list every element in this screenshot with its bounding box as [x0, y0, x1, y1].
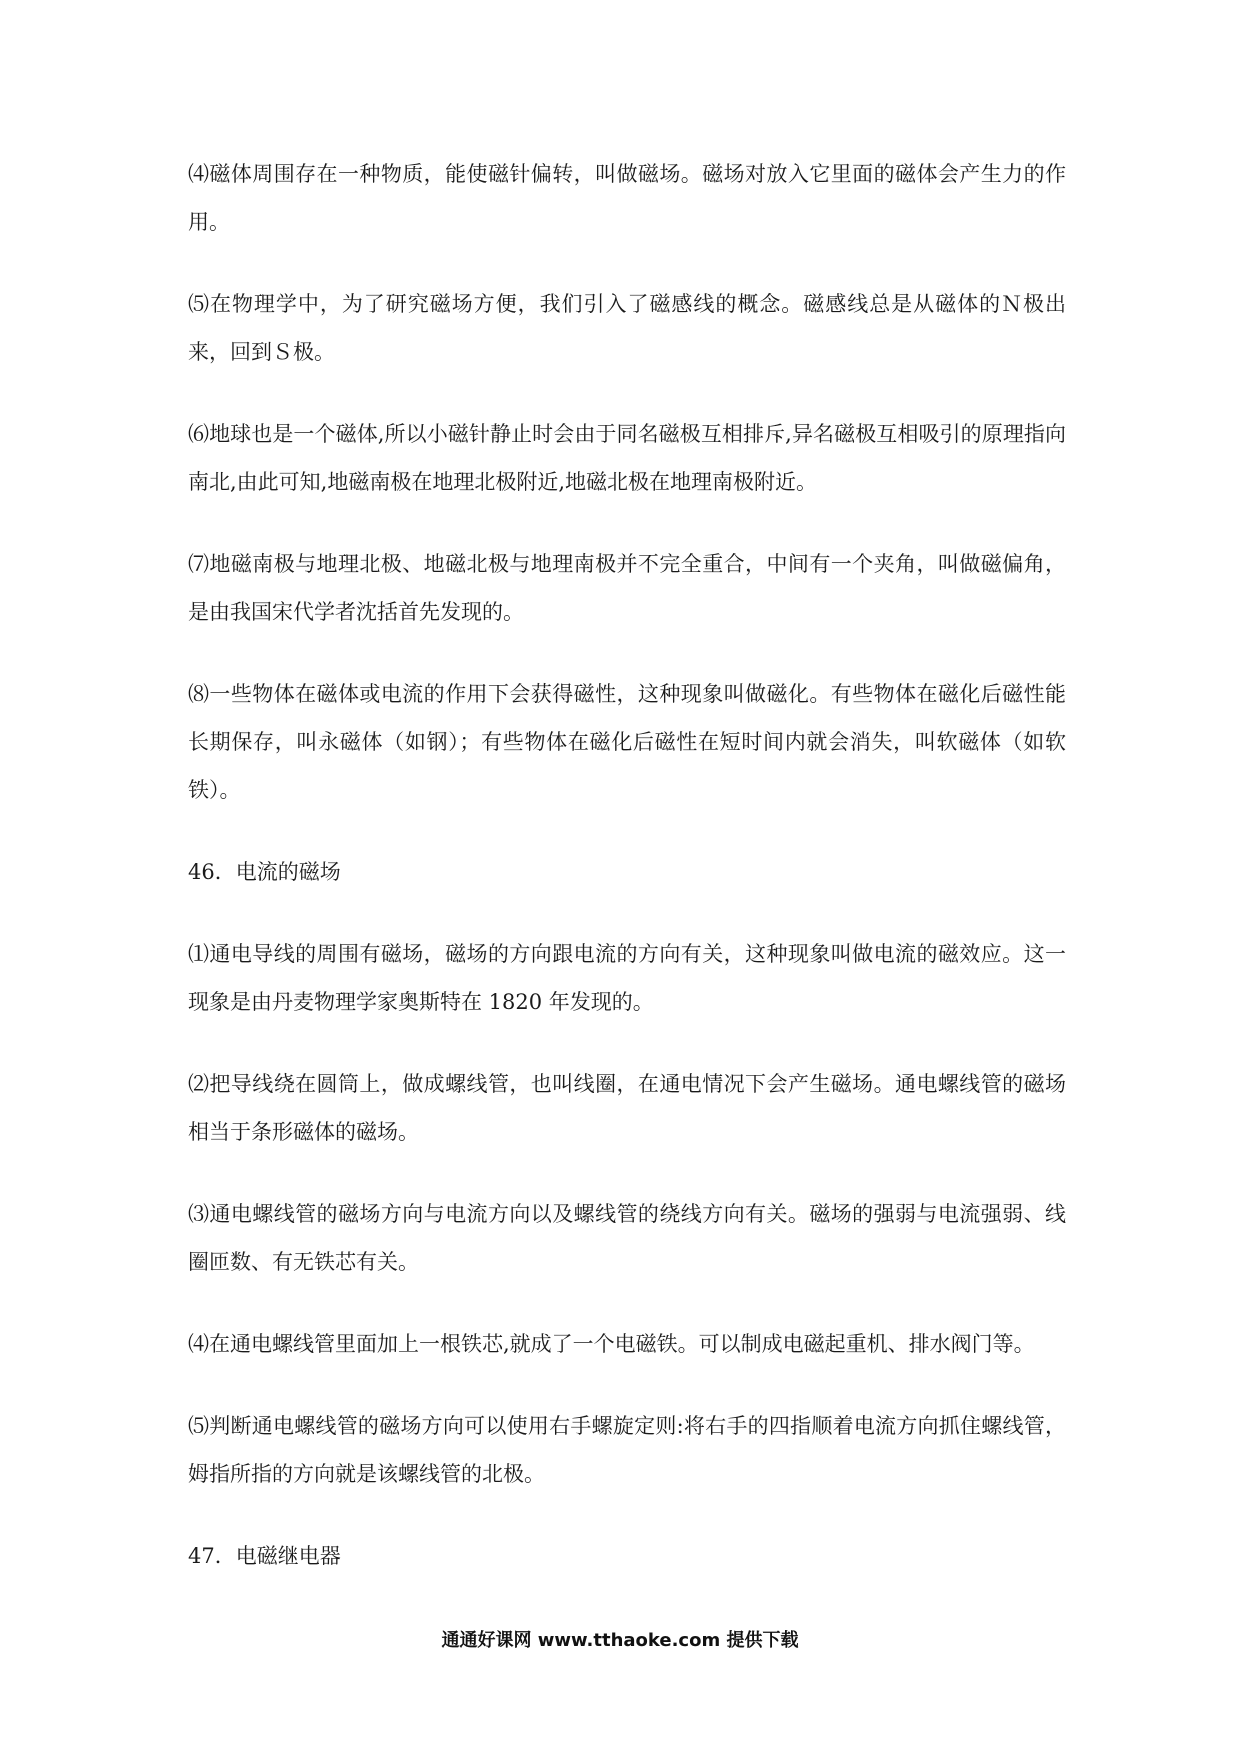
paragraph-right-hand-rule: ⑸判断通电螺线管的磁场方向可以使用右手螺旋定则:将右手的四指顺着电流方向抓住螺线管，姆指所指的方向就是该螺线管的北极。: [188, 1414, 1066, 1486]
paragraph-solenoid: ⑵把导线绕在圆筒上，做成螺线管，也叫线圈，在通电情况下会产生磁场。通电螺线管的磁场相当于条形磁体的磁场。: [188, 1072, 1066, 1144]
section-heading-47: 47．电磁继电器: [188, 1544, 341, 1568]
paragraph-magnetization: ⑻一些物体在磁体或电流的作用下会获得磁性，这种现象叫做磁化。有些物体在磁化后磁性能长期保存，叫永磁体（如钢）；有些物体在磁化后磁性在短时间内就会消失，叫软磁体（如软铁）。: [188, 682, 1066, 802]
paragraph-solenoid-field-direction: ⑶通电螺线管的磁场方向与电流方向以及螺线管的绕线方向有关。磁场的强弱与电流强弱、线圈匝数、有无铁芯有关。: [188, 1202, 1066, 1274]
document-body: [188, 150, 1066, 1614]
page-footer: 通通好课网 www.tthaoke.com 提供下载: [441, 1630, 799, 1651]
paragraph-magnetic-field: ⑷磁体周围存在一种物质，能使磁针偏转，叫做磁场。磁场对放入它里面的磁体会产生力的作用。: [188, 162, 1066, 234]
paragraph-earth-magnet: ⑹地球也是一个磁体,所以小磁针静止时会由于同名磁极互相排斥,异名磁极互相吸引的原理指向南北,由此可知,地磁南极在地理北极附近,地磁北极在地理南极附近。: [188, 422, 1066, 494]
paragraph-magnetic-induction-lines: ⑸在物理学中，为了研究磁场方便，我们引入了磁感线的概念。磁感线总是从磁体的Ｎ极出来，回到Ｓ极。: [188, 292, 1066, 364]
paragraph-electromagnet: ⑷在通电螺线管里面加上一根铁芯,就成了一个电磁铁。可以制成电磁起重机、排水阀门等。: [188, 1332, 1035, 1356]
paragraph-current-magnetic-effect: ⑴通电导线的周围有磁场，磁场的方向跟电流的方向有关，这种现象叫做电流的磁效应。这一现象是由丹麦物理学家奥斯特在 1820 年发现的。: [188, 942, 1066, 1014]
section-heading-46: 46．电流的磁场: [188, 860, 341, 884]
paragraph-magnetic-declination: ⑺地磁南极与地理北极、地磁北极与地理南极并不完全重合，中间有一个夹角，叫做磁偏角，是由我国宋代学者沈括首先发现的。: [188, 552, 1066, 624]
